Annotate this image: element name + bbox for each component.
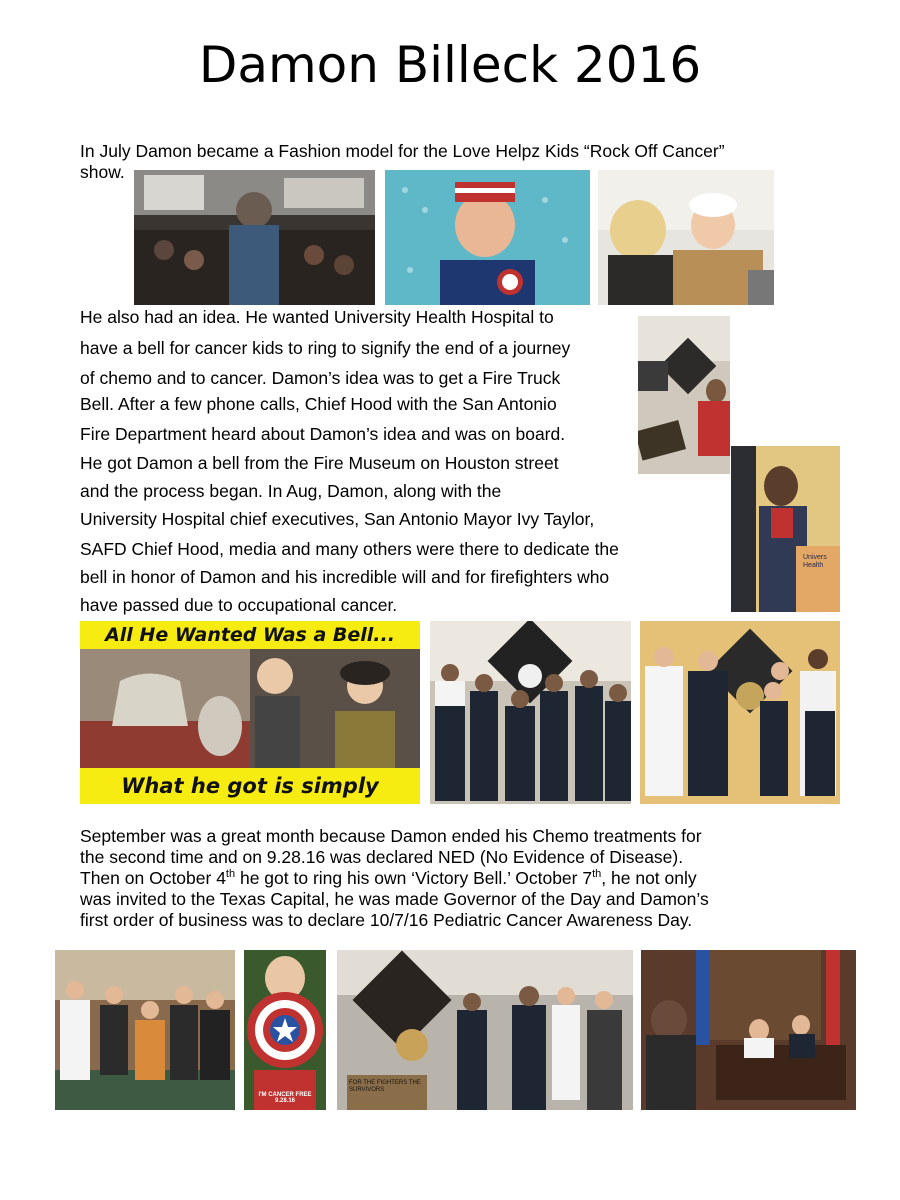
bell-story-line-5: Fire Department heard about Damon’s idea and was on board.: [80, 424, 566, 444]
banner-top-text: All He Wanted Was a Bell...: [80, 621, 420, 649]
bell-story-line-11: have passed due to occupational cancer.: [80, 595, 398, 615]
makeup-session-photo: [598, 170, 774, 305]
cancer-free-shield-photo: [244, 950, 326, 1110]
podium-sign-text: Univers Health: [803, 554, 827, 569]
september-line-3: Then on October 4th he got to ring his own ‘Victory Bell.’ October 7th, he not only: [80, 868, 697, 888]
bell-story-line-6: He got Damon a bell from the Fire Museum on Houston street: [80, 453, 559, 473]
bell-banner-collage: [80, 621, 420, 804]
fashion-show-crowd-photo: [134, 170, 375, 305]
firefighters-group-photo: [430, 621, 631, 804]
victory-bell-ringing-photo: [337, 950, 633, 1110]
september-line-4: was invited to the Texas Capital, he was made Governor of the Day and Damon’s: [80, 889, 709, 909]
shirt-text: I'M CANCER FREE 9.28.16: [258, 1092, 312, 1104]
intro-line-2: show.: [80, 162, 125, 182]
bell-story-line-1: He also had an idea. He wanted University Health Hospital to: [80, 307, 554, 327]
bell-story-line-7: and the process began. In Aug, Damon, along with the: [80, 481, 502, 501]
page-title: Damon Billeck 2016: [198, 36, 702, 94]
mayor-podium-photo: [731, 446, 840, 612]
bell-story-line-4: Bell. After a few phone calls, Chief Hood with the San Antonio: [80, 394, 557, 414]
plaque-text: FOR THE FIGHTERS THE SURVIVORS: [349, 1080, 421, 1093]
september-line-1: September was a great month because Damon ended his Chemo treatments for: [80, 826, 702, 846]
september-line-5: first order of business was to declare 10/7/16 Pediatric Cancer Awareness Day.: [80, 910, 693, 930]
bell-story-line-3: of chemo and to cancer. Damon’s idea was to get a Fire Truck: [80, 368, 561, 388]
september-line-2: the second time and on 9.28.16 was declared NED (No Evidence of Disease).: [80, 847, 684, 867]
banner-bottom-text: What he got is simply: [80, 768, 420, 804]
intro-line-1: In July Damon became a Fashion model for the Love Helpz Kids “Rock Off Cancer”: [80, 141, 725, 161]
bell-story-line-10: bell in honor of Damon and his incredible will and for firefighters who: [80, 567, 610, 587]
bell-story-line-8: University Hospital chief executives, San Antonio Mayor Ivy Taylor,: [80, 509, 595, 529]
governor-of-the-day-photo: [641, 950, 856, 1110]
hospital-staff-group-photo: [55, 950, 235, 1110]
media-cameras-photo: [638, 316, 730, 474]
model-captain-america-photo: [385, 170, 590, 305]
bell-story-line-9: SAFD Chief Hood, media and many others were there to dedicate the: [80, 539, 619, 559]
bell-dedication-group-photo: [640, 621, 840, 804]
bell-story-line-2: have a bell for cancer kids to ring to signify the end of a journey: [80, 338, 571, 358]
